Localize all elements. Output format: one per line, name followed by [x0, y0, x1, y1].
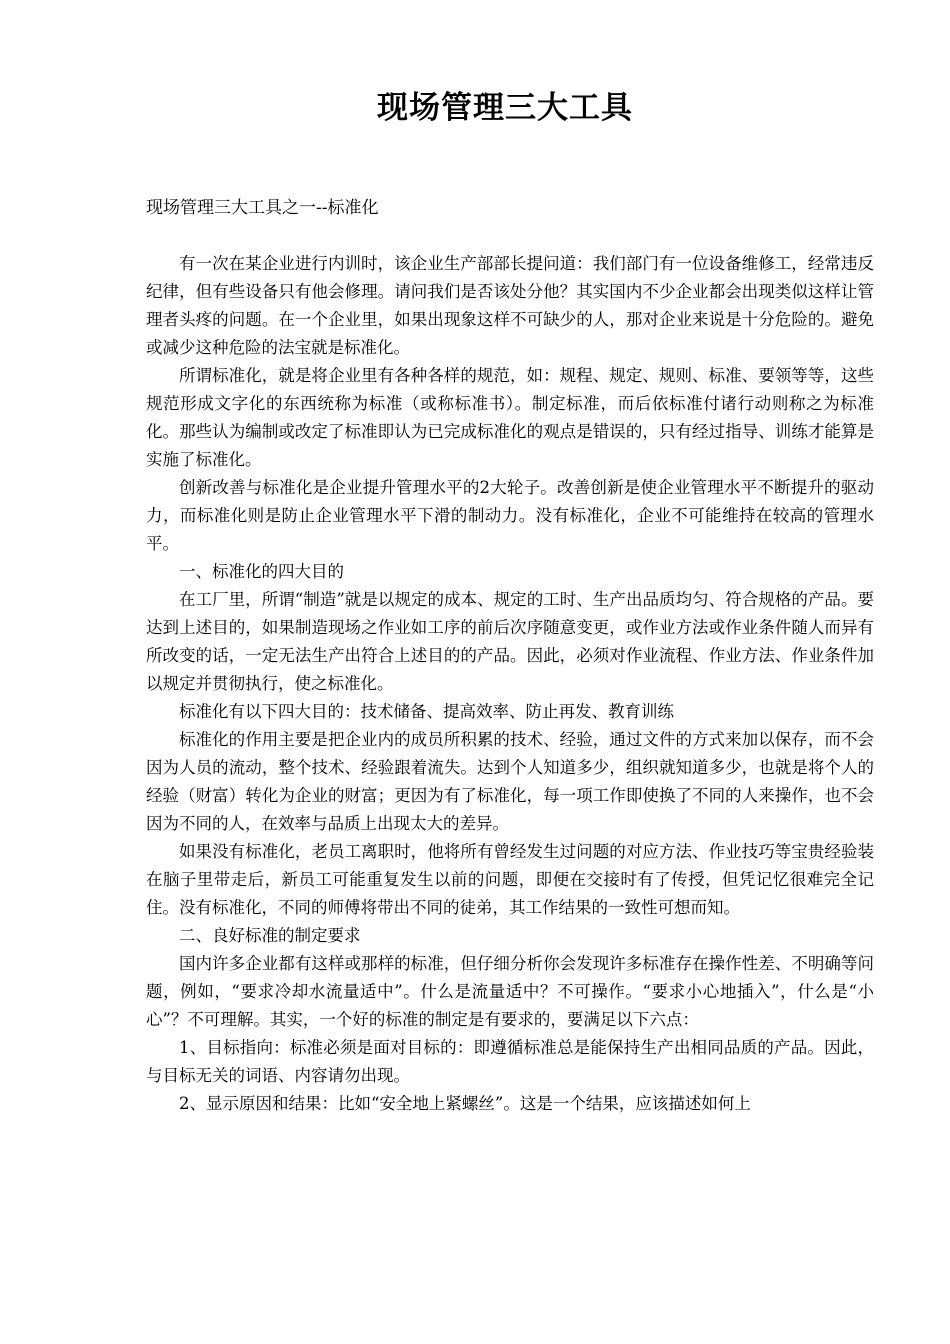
section-title: 现场管理三大工具之一--标准化 — [146, 198, 379, 218]
subheading: 二、良好标准的制定要求 — [179, 926, 361, 945]
list-item: 2、显示原因和结果：比如“安全地上紧螺丝”。这是一个结果，应该描述如何上 — [179, 1094, 751, 1113]
paragraph: 创新改善与标准化是企业提升管理水平的2大轮子。改善创新是使企业管理水平不断提升的驱动力，而标准化则是防止企业管理水平下滑的制动力。没有标准化，企业不可能维持在较高的管理水平。 — [146, 478, 874, 553]
list-item: 1、目标指向：标准必须是面对目标的：即遵循标准总是能保持生产出相同品质的产品。因此，与目标无关的词语、内容请勿出现。 — [146, 1038, 874, 1085]
paragraph: 所谓标准化，就是将企业里有各种各样的规范，如：规程、规定、规则、标准、要领等等，这些规范形成文字化的东西统称为标准（或称标准书）。制定标准，而后依标准付诸行动则称之为标准化。那些认为编制或改定了标准即认为已完成标准化的观点是错误的，只有经过指导、训练才能算是实施了标准化。 — [146, 366, 874, 469]
paragraph: 标准化有以下四大目的：技术储备、提高效率、防止再发、教育训练 — [179, 702, 674, 721]
paragraph: 标准化的作用主要是把企业内的成员所积累的技术、经验，通过文件的方式来加以保存，而不会因为人员的流动，整个技术、经验跟着流失。达到个人知道多少，组织就知道多少，也就是将个人的经验（财富）转化为企业的财富；更因为有了标准化，每一项工作即使换了不同的人来操作，也不会因为不同的人，在效率与品质上出现太大的差异。 — [146, 730, 874, 833]
document-title: 现场管理三大工具 — [377, 90, 633, 126]
paragraph: 如果没有标准化，老员工离职时，他将所有曾经发生过问题的对应方法、作业技巧等宝贵经验装在脑子里带走后，新员工可能重复发生以前的问题，即便在交接时有了传授，但凭记忆很难完全记住。没有标准化，不同的师傅将带出不同的徒弟，其工作结果的一致性可想而知。 — [146, 842, 874, 917]
paragraph: 有一次在某企业进行内训时，该企业生产部部长提问道：我们部门有一位设备维修工，经常违反纪律，但有些设备只有他会修理。请问我们是否该处分他？其实国内不少企业都会出现类似这样让管理者头疼的问题。在一个企业里，如果出现象这样不可缺少的人，那对企业来说是十分危险的。避免或减少这种危险的法宝就是标准化。 — [146, 254, 874, 357]
document-body — [146, 250, 874, 1118]
subheading: 一、标准化的四大目的 — [179, 562, 344, 581]
paragraph: 在工厂里，所谓“制造”就是以规定的成本、规定的工时、生产出品质均匀、符合规格的产品。要达到上述目的，如果制造现场之作业如工序的前后次序随意变更，或作业方法或作业条件随人而异有所改变的话，一定无法生产出符合上述目的的产品。因此，必须对作业流程、作业方法、作业条件加以规定并贯彻执行，使之标准化。 — [146, 590, 874, 693]
paragraph: 国内许多企业都有这样或那样的标准，但仔细分析你会发现许多标准存在操作性差、不明确等问题，例如，“要求冷却水流量适中”。什么是流量适中？不可操作。“要求小心地插入”，什么是“小心”？不可理解。其实，一个好的标准的制定是有要求的，要满足以下六点： — [146, 954, 874, 1029]
